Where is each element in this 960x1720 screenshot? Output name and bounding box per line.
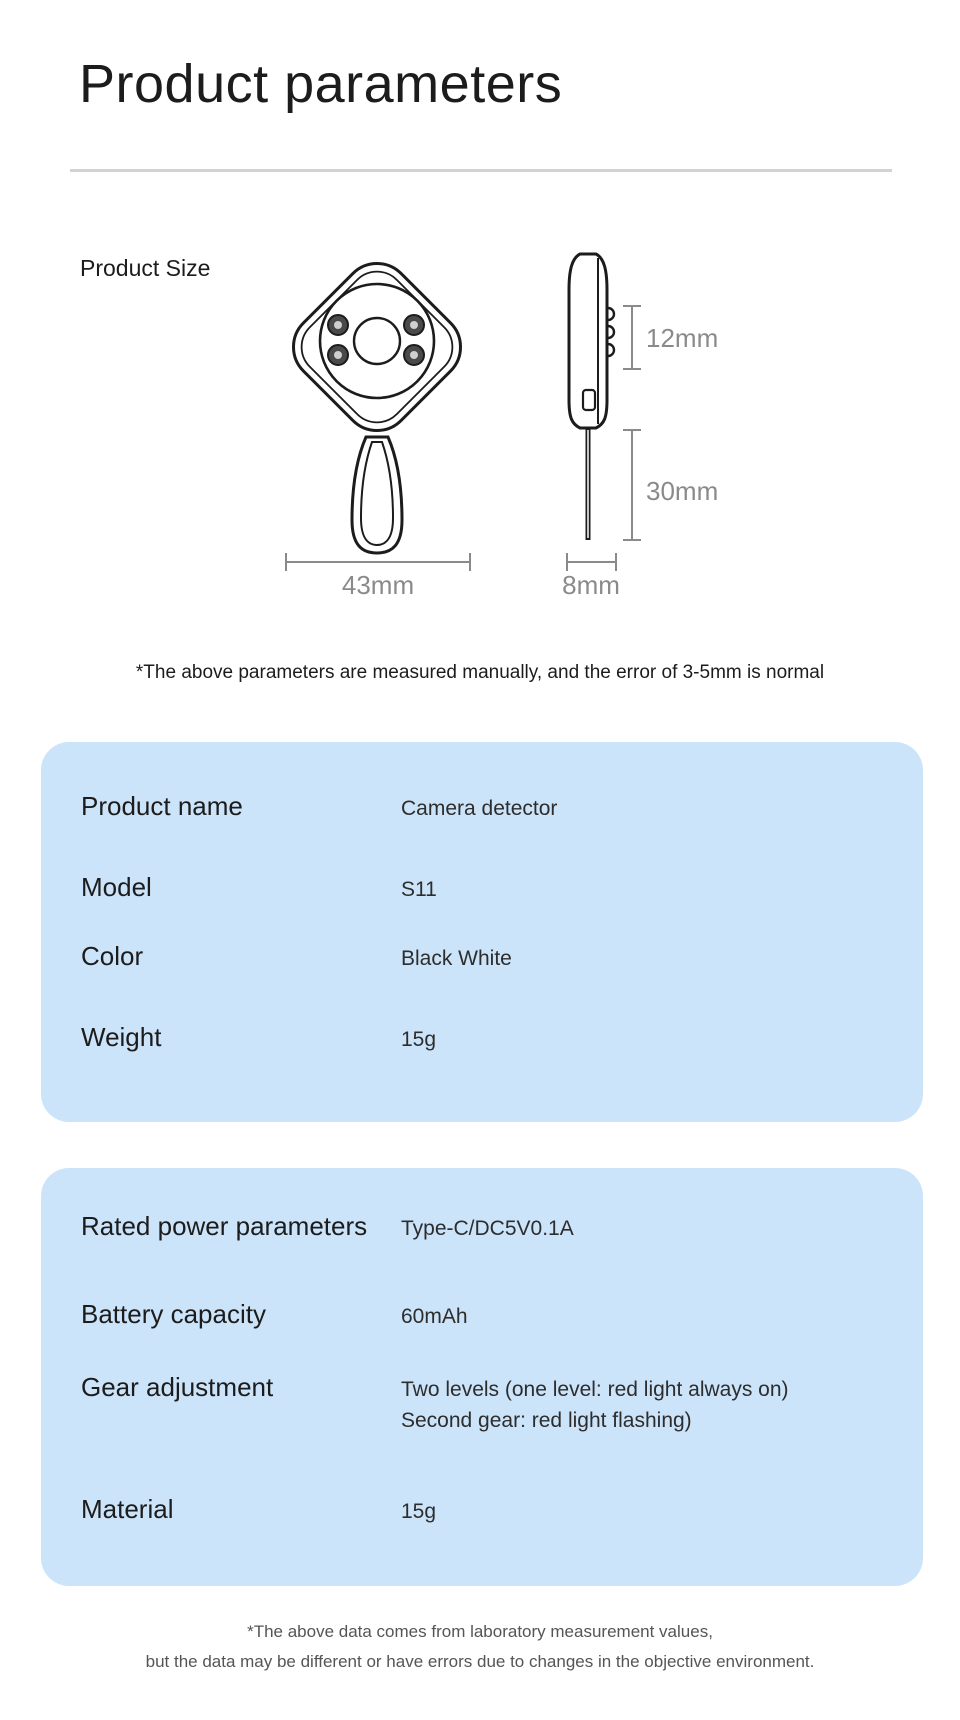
spec-value: S11 xyxy=(401,878,437,901)
side-view-illustration xyxy=(569,254,614,540)
width-dimension-label: 43mm xyxy=(341,570,415,600)
spec-name: Weight xyxy=(81,1022,162,1052)
button-span-dimension-label: 12mm xyxy=(646,323,719,353)
footer-line-1: *The above data comes from laboratory measurement values, xyxy=(247,1622,713,1641)
spec-name: Model xyxy=(81,872,152,902)
measurement-note: *The above parameters are measured manually, and the error of 3-5mm is normal xyxy=(135,662,825,683)
spec-value: Type-C/DC5V0.1A xyxy=(401,1217,574,1240)
basic-spec-card xyxy=(41,742,923,1122)
spec-value: Camera detector xyxy=(401,797,558,820)
lanyard-length-dimension-label: 30mm xyxy=(646,476,719,506)
spec-name: Color xyxy=(81,941,144,971)
footer-line-2: but the data may be different or have errors due to changes in the objective environment. xyxy=(145,1652,815,1671)
footer-disclaimer xyxy=(0,1617,960,1677)
front-view-illustration xyxy=(279,249,474,553)
thickness-dimension-label: 8mm xyxy=(562,570,620,600)
spec-name: Gear adjustment xyxy=(81,1372,274,1402)
spec-name: Product name xyxy=(81,791,243,821)
spec-value: 60mAh xyxy=(401,1305,468,1328)
product-size-label: Product Size xyxy=(80,255,211,281)
width-dimension-line xyxy=(286,553,470,571)
spec-value: 15g xyxy=(401,1028,437,1051)
spec-name: Rated power parameters xyxy=(81,1211,368,1241)
power-spec-card xyxy=(41,1168,923,1586)
button-span-dimension-line xyxy=(623,306,641,369)
spec-value: 15g xyxy=(401,1500,437,1523)
spec-name: Material xyxy=(81,1494,174,1524)
spec-value-line-2: Second gear: red light flashing) xyxy=(401,1409,692,1432)
spec-value-line-1: Two levels (one level: red light always on) xyxy=(401,1378,789,1401)
lanyard-length-dimension-line xyxy=(623,430,641,540)
spec-value: Black White xyxy=(401,947,512,970)
page-title: Product parameters xyxy=(79,54,563,114)
spec-name: Battery capacity xyxy=(81,1299,266,1329)
thickness-dimension-line xyxy=(567,553,616,571)
product-size-diagram xyxy=(0,0,960,640)
